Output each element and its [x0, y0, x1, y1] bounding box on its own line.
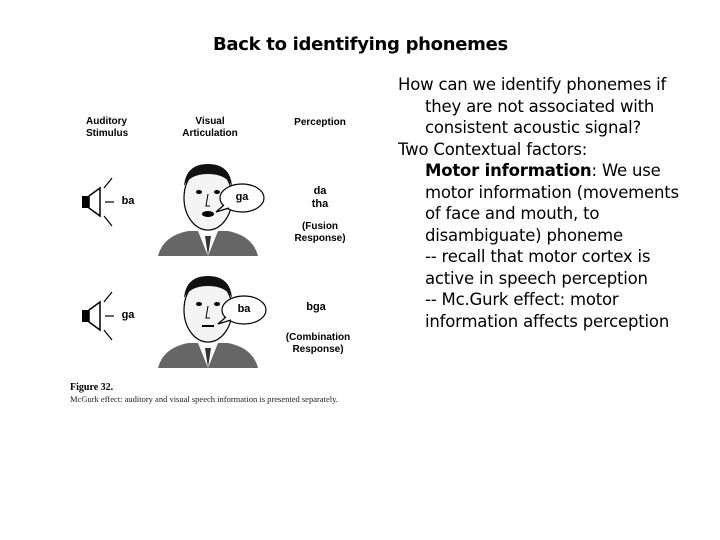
speaker-icon-row1 [82, 178, 114, 226]
body-point-motor-cortex: -- recall that motor cortex is active in speech perception [425, 247, 651, 288]
slide-title: Back to identifying phonemes [213, 34, 508, 55]
body-question: How can we identify phonemes if they are not associated with consistent acoustic signal? [398, 75, 667, 137]
motor-info-text: : We use motor information (movements of face and mouth, to disambiguate) phoneme [425, 161, 679, 245]
visual-syllable-row1: ga [235, 191, 249, 203]
percept-row1-b: tha [311, 198, 329, 210]
percept-row1-a: da [313, 185, 327, 197]
column-label-visual: Visual Articulation [182, 116, 238, 139]
visual-syllable-row2: ba [237, 303, 251, 315]
speaker-icon-row2 [82, 292, 114, 340]
response-label-row1: (Fusion Response) [294, 221, 346, 244]
slide-body-text [398, 74, 698, 332]
motor-info-label: Motor information [425, 161, 592, 180]
mcgurk-figure [70, 112, 360, 430]
body-point-mcgurk: -- Mc.Gurk effect: motor information affects perception [425, 290, 670, 331]
body-motor-info [398, 160, 698, 246]
column-label-perception: Perception [294, 117, 346, 128]
body-factors-intro: Two Contextual factors: [398, 139, 588, 159]
figure-caption: McGurk effect: auditory and visual speech information is presented separately. [70, 394, 338, 404]
auditory-syllable-row1: ba [121, 195, 135, 207]
figure-caption-title: Figure 32. [70, 382, 114, 393]
column-label-auditory: Auditory Stimulus [86, 116, 129, 139]
percept-row2: bga [306, 301, 326, 313]
response-label-row2: (Combination Response) [285, 332, 351, 355]
auditory-syllable-row2: ga [121, 309, 135, 321]
